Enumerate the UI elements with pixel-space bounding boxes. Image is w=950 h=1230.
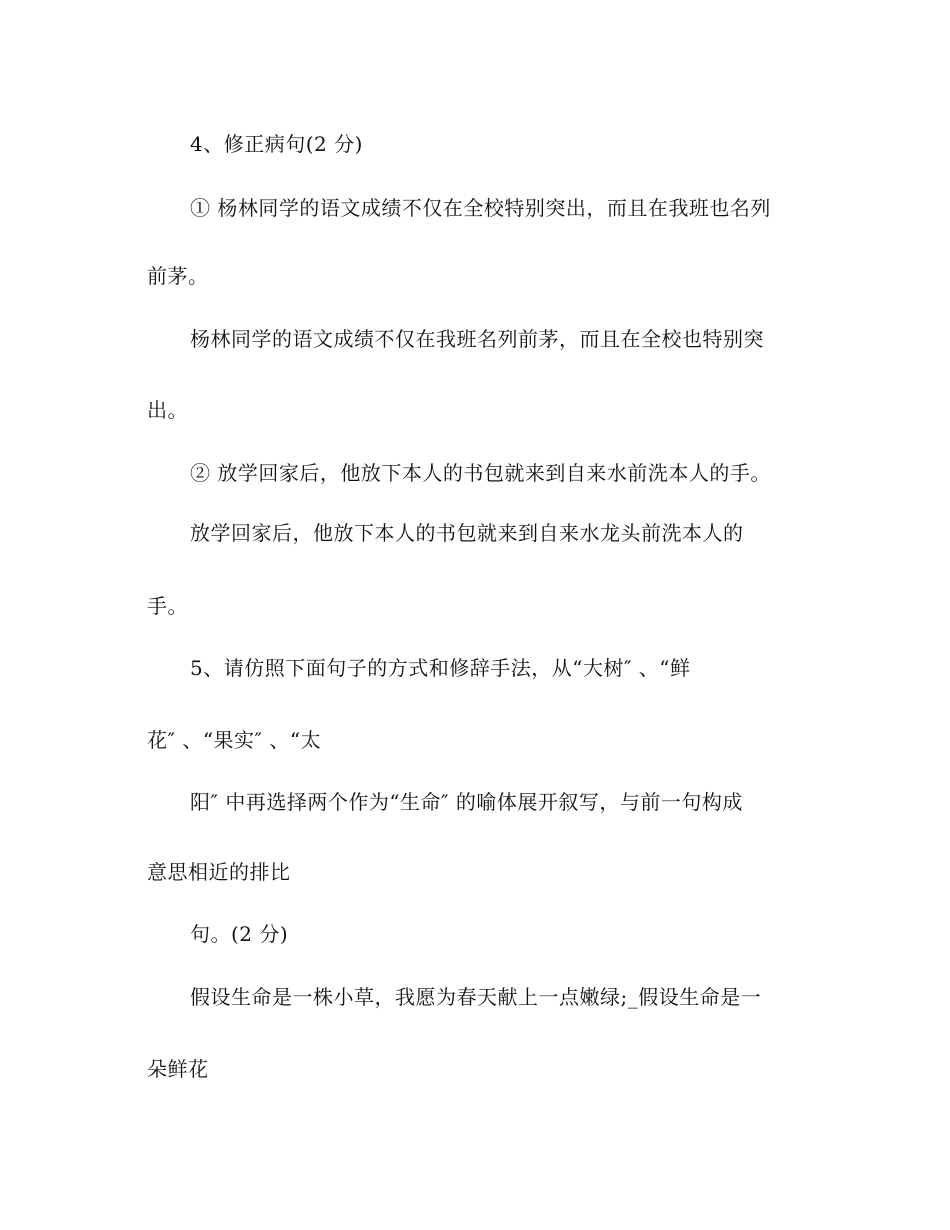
sentence-1-original-line-2: 前茅。 bbox=[147, 264, 209, 288]
question-4-heading: 4、修正病句(2 分) bbox=[190, 132, 363, 156]
sentence-2-corrected-line-1: 放学回家后，他放下本人的书包就来到自来水龙头前洗本人的 bbox=[190, 521, 744, 545]
example-sentence-line-1: 假设生命是一株小草，我愿为春天献上一点嫩绿;_假设生命是一 bbox=[190, 985, 762, 1009]
question-5-line-2: 花″ 、“果实″ 、“太 bbox=[147, 728, 322, 752]
question-5-line-1: 5、请仿照下面句子的方式和修辞手法，从“大树″ 、“鲜 bbox=[190, 656, 691, 680]
sentence-1-original-line-1: ① 杨林同学的语文成绩不仅在全校特别突出，而且在我班也名列 bbox=[190, 196, 771, 220]
sentence-1-corrected-line-1: 杨林同学的语文成绩不仅在我班名列前茅，而且在全校也特别突 bbox=[190, 327, 764, 351]
example-sentence-line-2: 朵鲜花 bbox=[147, 1057, 209, 1081]
question-5-line-3: 阳″ 中再选择两个作为“生命″ 的喻体展开叙写，与前一句构成 bbox=[190, 790, 743, 814]
question-5-line-4: 意思相近的排比 bbox=[147, 860, 291, 884]
sentence-1-corrected-line-2: 出。 bbox=[147, 398, 188, 422]
sentence-2-corrected-line-2: 手。 bbox=[147, 594, 188, 618]
question-5-line-5: 句。(2 分) bbox=[190, 922, 289, 946]
sentence-2-original: ② 放学回家后，他放下本人的书包就来到自来水前洗本人的手。 bbox=[190, 461, 771, 485]
